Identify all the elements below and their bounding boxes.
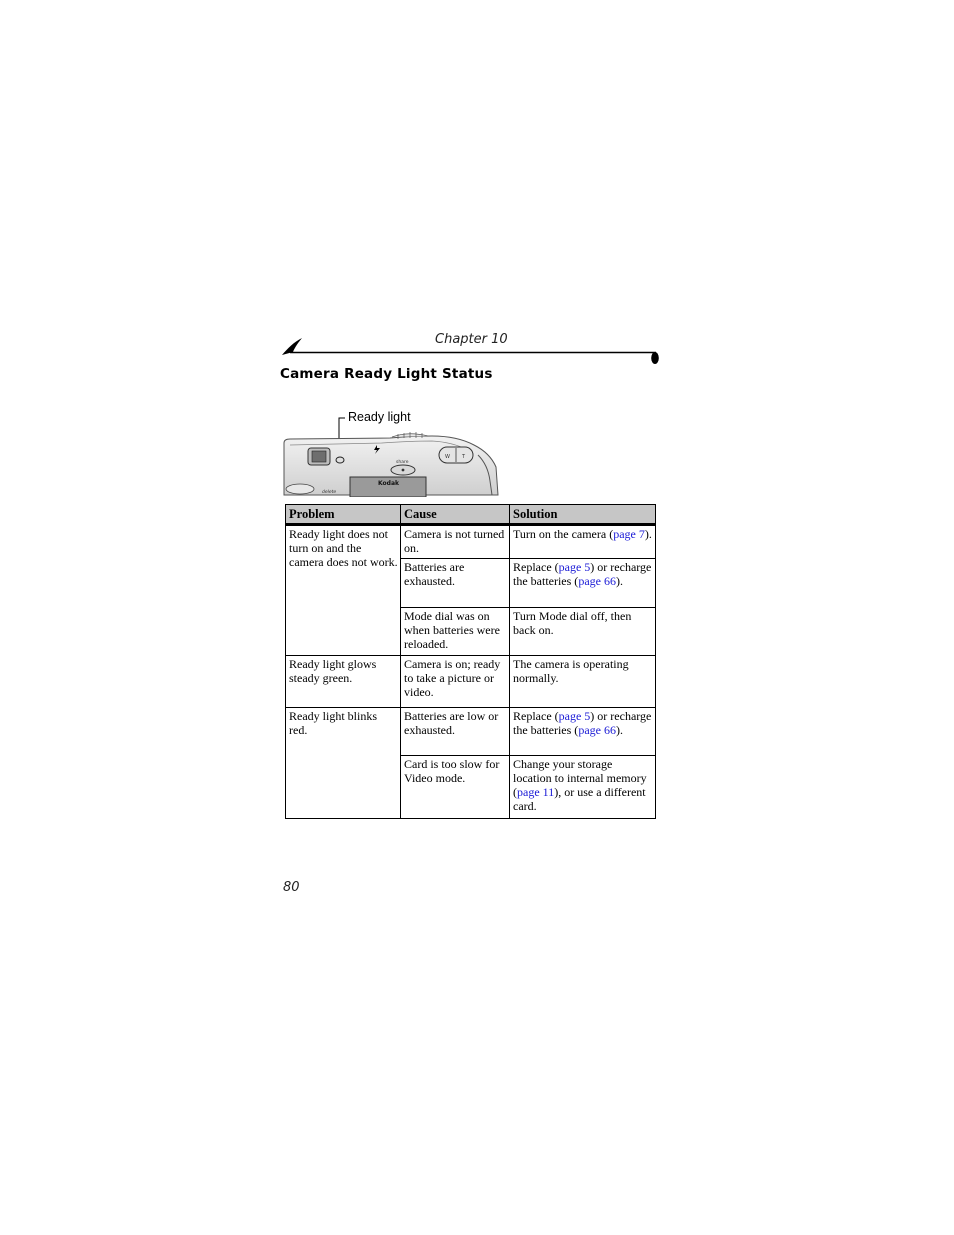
solution-cell	[510, 559, 656, 608]
page-number: 80	[283, 880, 300, 895]
problem-cell: Ready light blinks red.	[286, 708, 401, 819]
solution-cell	[510, 525, 656, 559]
solution-text: ) or recharge the batteries (	[513, 560, 652, 588]
page-link[interactable]: page 66	[578, 723, 616, 737]
zoom-tele-label: T	[462, 454, 466, 460]
solution-cell: The camera is operating normally.	[510, 656, 656, 708]
solution-cell	[510, 756, 656, 819]
table-row	[286, 708, 656, 756]
solution-text: Replace (	[513, 709, 559, 723]
solution-cell: Turn Mode dial off, then back on.	[510, 608, 656, 656]
page-link[interactable]: page 5	[558, 560, 591, 574]
page-link[interactable]: page 11	[517, 785, 555, 799]
solution-text: ).	[615, 574, 623, 588]
share-label: share	[396, 460, 409, 465]
ready-light-status-table	[285, 504, 656, 819]
solution-text: ).	[644, 527, 652, 541]
delete-label: delete	[322, 490, 337, 495]
ready-light-callout: Ready light	[348, 410, 411, 424]
zoom-wide-label: W	[445, 454, 450, 460]
solution-text: ) or recharge the batteries (	[513, 709, 652, 737]
solution-text: ).	[615, 723, 623, 737]
cause-cell: Mode dial was on when batteries were reloaded.	[401, 608, 510, 656]
section-title: Camera Ready Light Status	[280, 366, 493, 382]
table-row	[286, 525, 656, 559]
solution-text: Replace (	[513, 560, 559, 574]
header-solution: Solution	[510, 505, 656, 525]
header-problem: Problem	[286, 505, 401, 525]
table-header-row	[286, 505, 656, 525]
problem-cell: Ready light does not turn on and the camera does not work.	[286, 525, 401, 656]
solution-cell	[510, 708, 656, 756]
table-row	[286, 656, 656, 708]
cause-cell: Card is too slow for Video mode.	[401, 756, 510, 819]
cause-cell: Camera is not turned on.	[401, 525, 510, 559]
page-link[interactable]: page 5	[558, 709, 591, 723]
solution-text: ), or use a different card.	[513, 785, 646, 813]
cause-cell: Camera is on; ready to take a picture or video.	[401, 656, 510, 708]
header-cause: Cause	[401, 505, 510, 525]
page-link[interactable]: page 7	[613, 527, 645, 541]
chapter-label: Chapter 10	[435, 332, 508, 347]
solution-text: Change your storage location to internal memory (	[513, 757, 647, 799]
cause-cell: Batteries are low or exhausted.	[401, 708, 510, 756]
problem-cell: Ready light glows steady green.	[286, 656, 401, 708]
brand-label: Kodak	[378, 480, 399, 487]
page-link[interactable]: page 66	[578, 574, 616, 588]
cause-cell: Batteries are exhausted.	[401, 559, 510, 608]
solution-text: Turn on the camera (	[513, 527, 614, 541]
